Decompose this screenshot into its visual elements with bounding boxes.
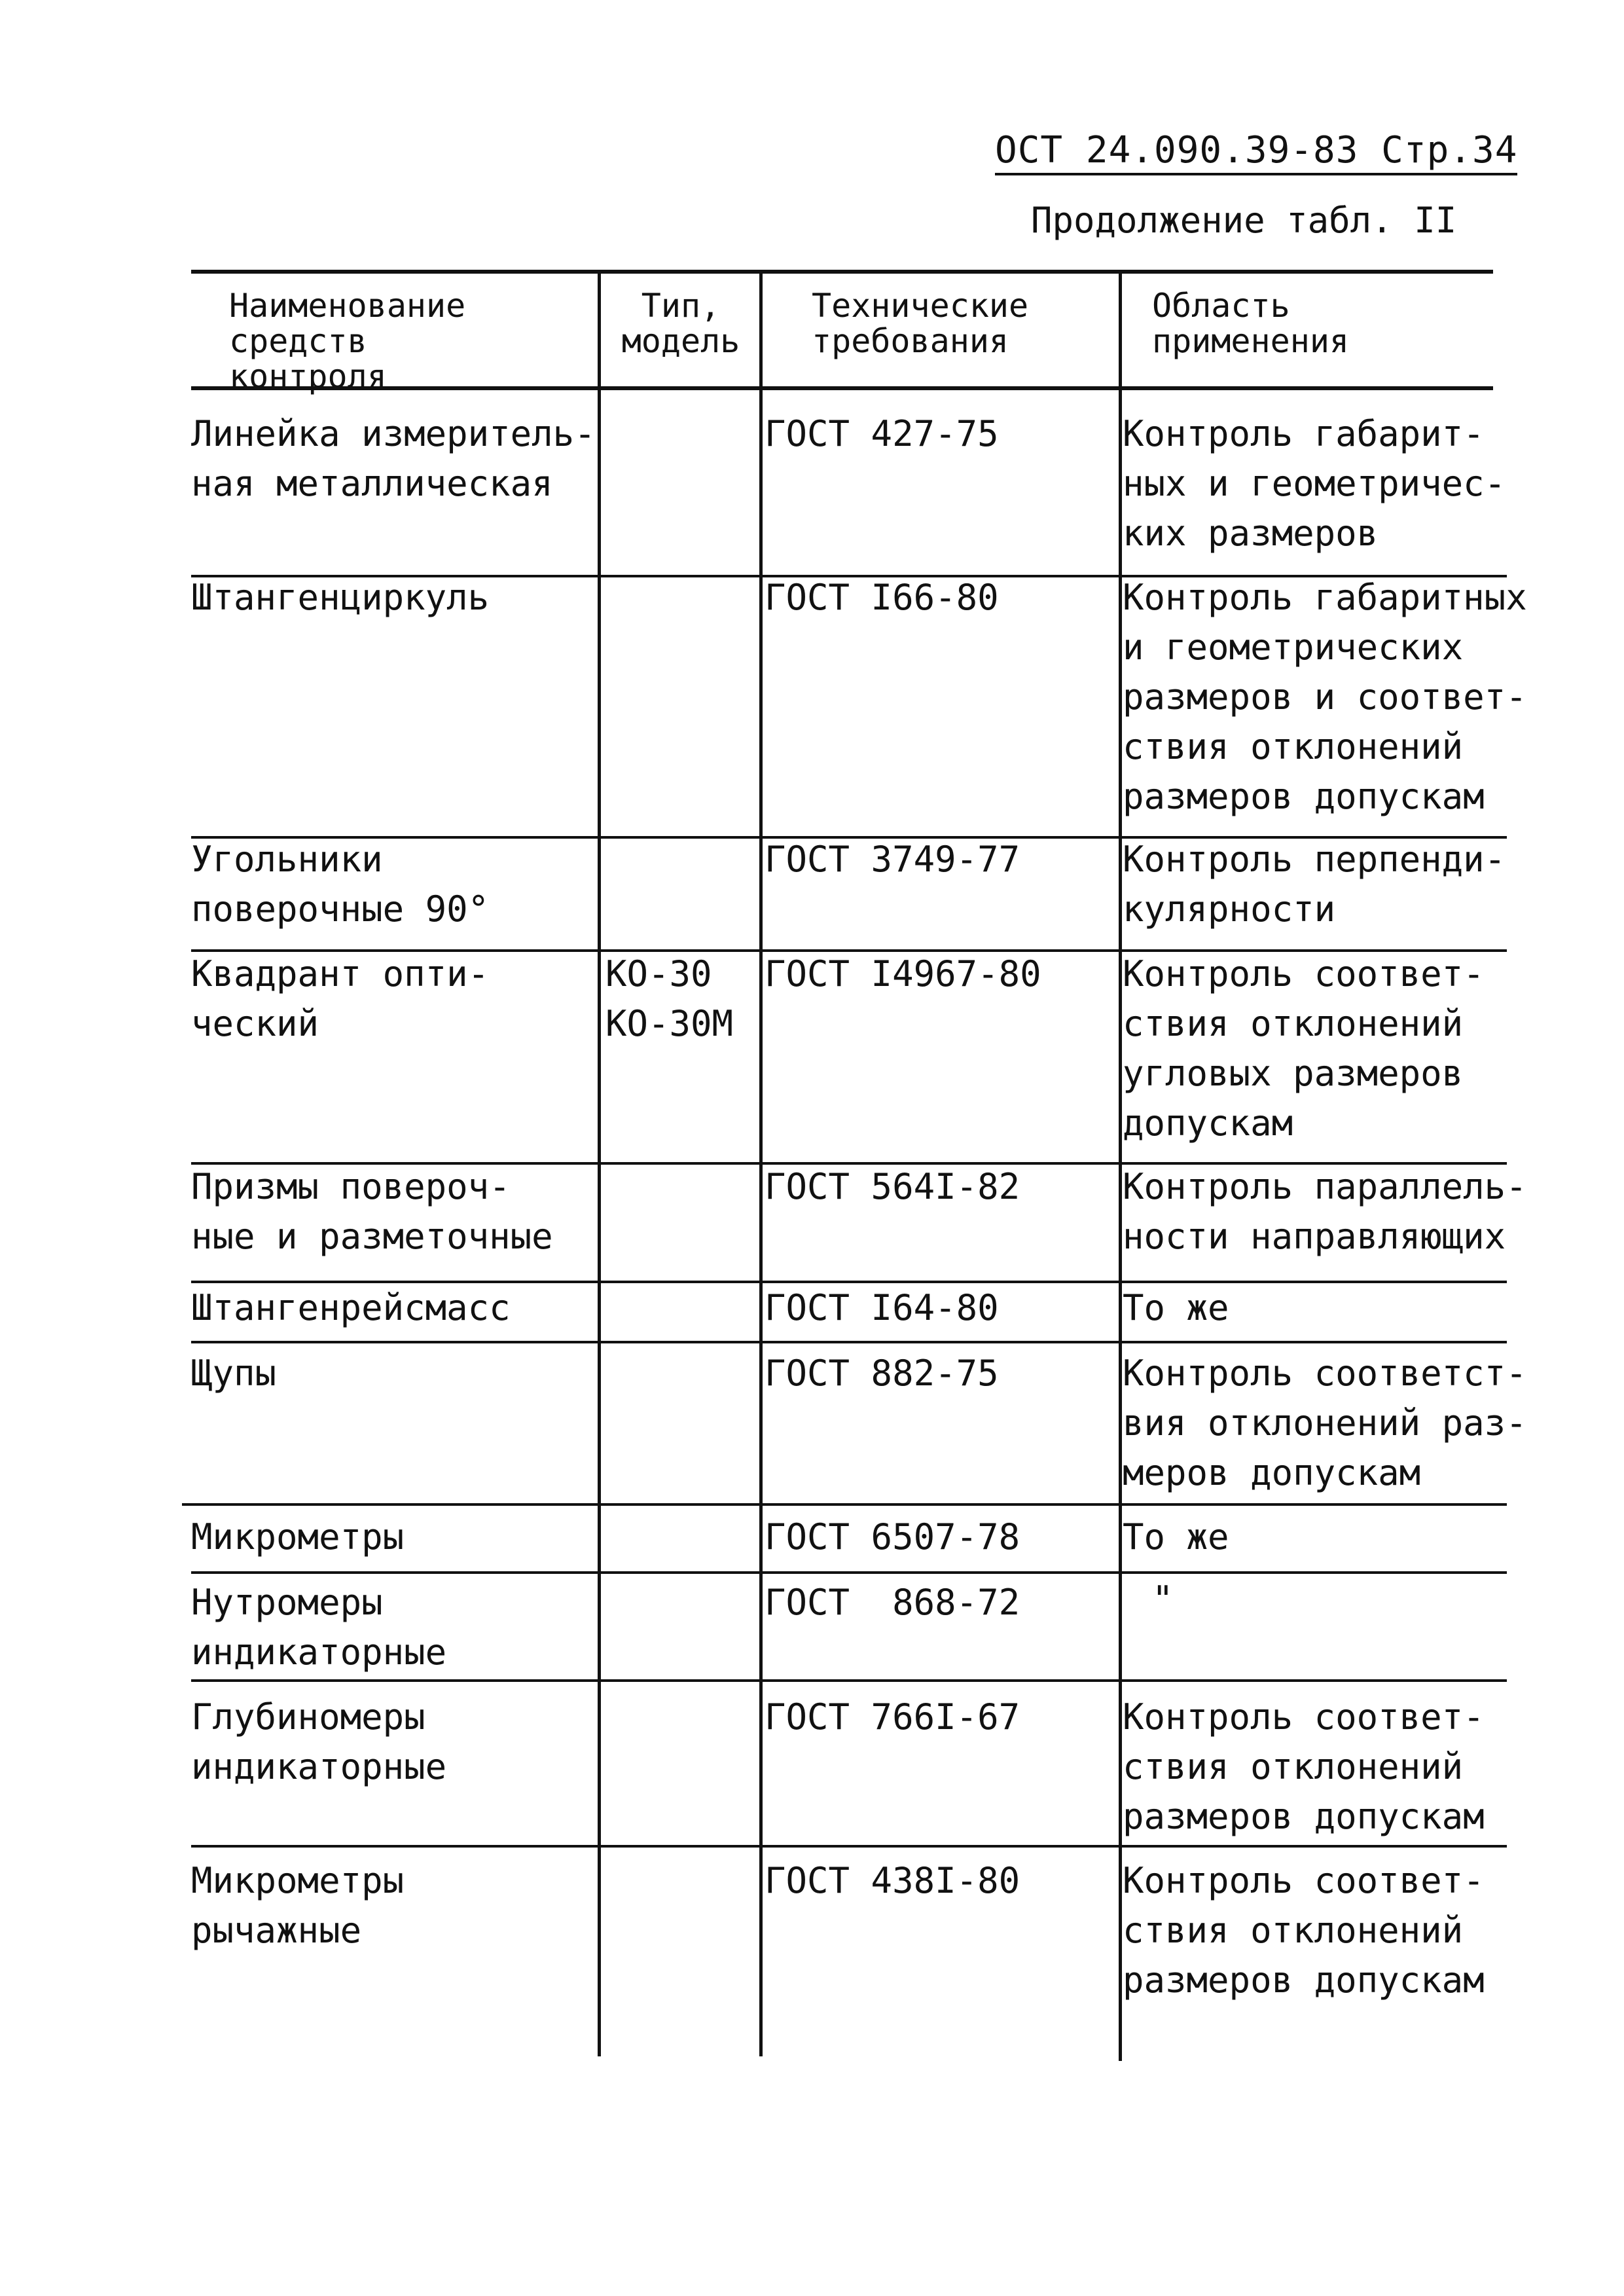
table-row-4-name: Квадрант опти- ческий xyxy=(191,953,490,1044)
table-row-11-standard: ГОСТ 438I-80 xyxy=(765,1860,1020,1901)
table-row-5-standard: ГОСТ 564I-82 xyxy=(765,1166,1020,1207)
table-row-7-standard: ГОСТ 882-75 xyxy=(765,1353,999,1394)
column-header-standard: Технические требования xyxy=(812,287,1029,360)
column-header-name: Наименование средств контроля xyxy=(229,287,466,395)
row-divider xyxy=(191,1341,1507,1343)
column-divider-3 xyxy=(1119,274,1122,2061)
table-row-6-standard: ГОСТ I64-80 xyxy=(765,1287,999,1328)
table-row-9-application: " xyxy=(1152,1578,1174,1620)
table-row-5-application: Контроль параллель- ности направляющих xyxy=(1123,1166,1527,1257)
table-row-4-model: КО-30 КО-30М xyxy=(605,953,734,1044)
column-header-model: Тип, модель xyxy=(621,287,740,360)
row-divider xyxy=(182,1503,1507,1506)
table-row-3-name: Угольники поверочные 90° xyxy=(191,839,490,930)
table-row-4-standard: ГОСТ I4967-80 xyxy=(765,953,1041,994)
table-row-8-standard: ГОСТ 6507-78 xyxy=(765,1516,1020,1558)
table-row-7-application: Контроль соответст- вия отклонений раз- меров допускам xyxy=(1123,1353,1527,1493)
table-continuation-label: Продолжение табл. II xyxy=(1031,200,1457,241)
table-row-2-application: Контроль габаритных и геометрических размеров и соответ- ствия отклонений размеров допускам xyxy=(1123,577,1527,817)
row-divider xyxy=(191,1679,1507,1682)
table-row-11-name: Микрометры рычажные xyxy=(191,1860,405,1951)
table-row-3-standard: ГОСТ 3749-77 xyxy=(765,839,1020,880)
table-row-1-name: Линейка измеритель- ная металлическая xyxy=(191,413,596,504)
table-row-9-name: Нутромеры индикаторные xyxy=(191,1582,447,1673)
table-row-3-application: Контроль перпенди- кулярности xyxy=(1123,839,1506,930)
table-row-6-application: То же xyxy=(1123,1287,1229,1328)
table-row-6-name: Штангенрейсмасс xyxy=(191,1287,511,1328)
table-row-2-name: Штангенциркуль xyxy=(191,577,490,618)
table-top-rule xyxy=(191,270,1493,274)
row-divider xyxy=(191,1571,1507,1574)
table-row-10-application: Контроль соответ- ствия отклонений размеров допускам xyxy=(1123,1696,1485,1837)
table-row-9-standard: ГОСТ 868-72 xyxy=(765,1582,1020,1623)
column-divider-1 xyxy=(598,274,601,2056)
column-divider-2 xyxy=(759,274,763,2056)
table-row-1-standard: ГОСТ 427-75 xyxy=(765,413,999,454)
table-row-5-name: Призмы повероч- ные и разметочные xyxy=(191,1166,553,1257)
table-row-8-application: То же xyxy=(1123,1516,1229,1558)
table-row-10-standard: ГОСТ 766I-67 xyxy=(765,1696,1020,1738)
table-row-1-application: Контроль габарит- ных и геометричес- ких размеров xyxy=(1123,413,1506,554)
table-row-11-application: Контроль соответ- ствия отклонений размеров допускам xyxy=(1123,1860,1485,2001)
document-reference: ОСТ 24.090.39-83 Стр.34 xyxy=(995,130,1517,175)
row-divider xyxy=(191,1845,1507,1848)
table-row-8-name: Микрометры xyxy=(191,1516,405,1558)
table-row-7-name: Щупы xyxy=(191,1353,277,1394)
column-header-application: Область применения xyxy=(1152,287,1350,360)
table-row-10-name: Глубиномеры индикаторные xyxy=(191,1696,447,1787)
table-row-2-standard: ГОСТ I66-80 xyxy=(765,577,999,618)
table-row-4-application: Контроль соответ- ствия отклонений угловых размеров допускам xyxy=(1123,953,1485,1144)
